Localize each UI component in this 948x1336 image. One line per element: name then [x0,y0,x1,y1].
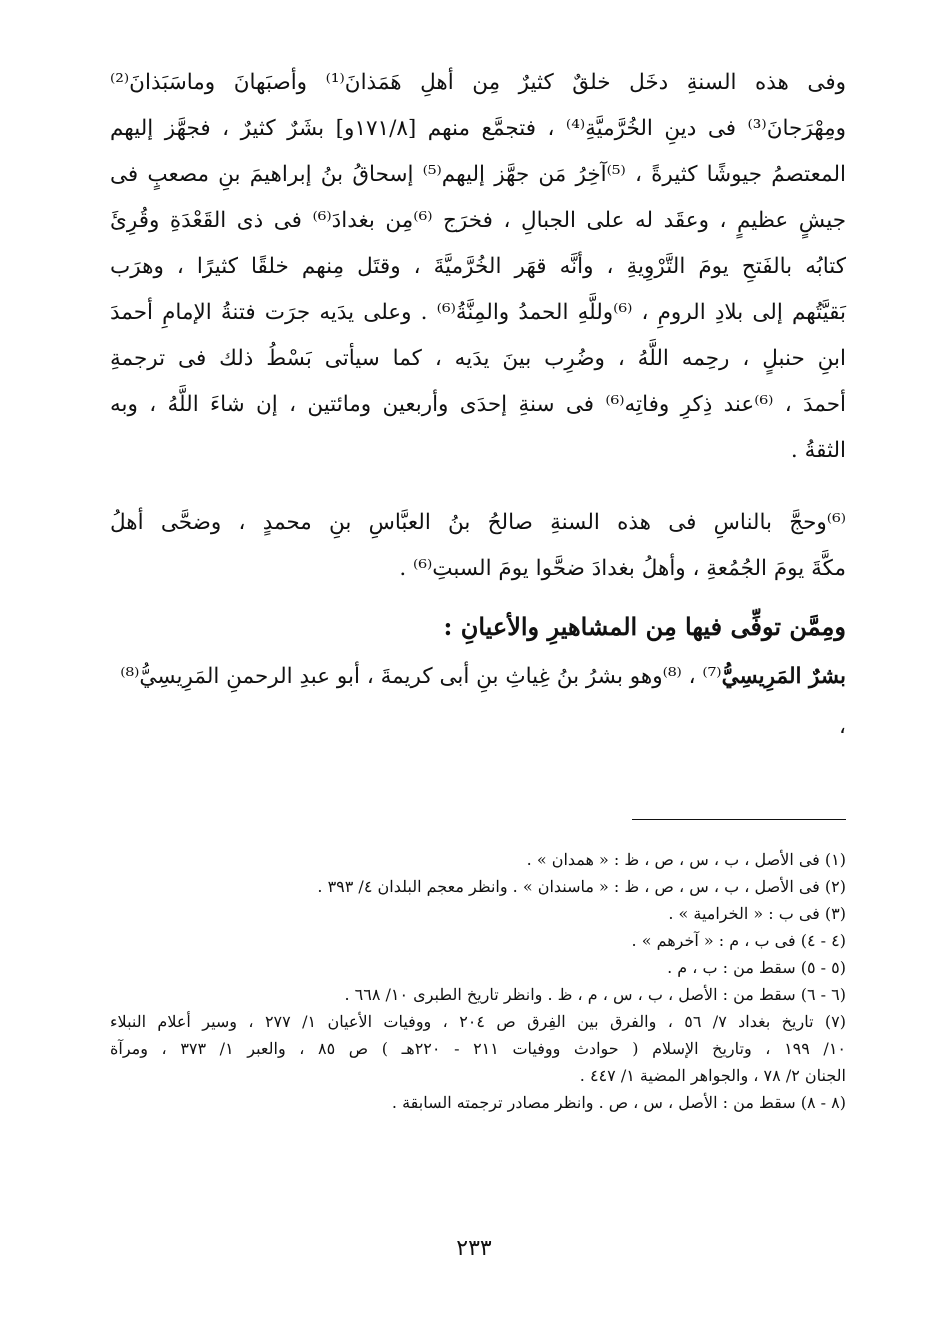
text-line: وفى هذه السنةِ دخَل خلقٌ كثيرٌ مِن أهلِ هَمَذانَ⁽¹⁾ وأصبَهانَ وماسَبَذانَ⁽²⁾ [110,70,846,95]
footnote-1: (١) فى الأصل ، ب ، س ، ص ، ظ : « همدان » . [526,850,846,869]
footnote-line: الجنان ٢/ ٧٨ ، والجواهر المضية ١/ ٤٤٧ . [579,1066,846,1085]
text-line: جيشٍ عظيمٍ ، وعقَد له على الجبالِ ، فخرَج ⁽⁶⁾مِن بغدادَ⁽⁶⁾ فى ذى القَعْدَةِ وقُرِئَ [110,208,846,233]
person-name: بشرٌ المَرِيسِيُّ [721,664,846,689]
footnotes [110,846,846,1116]
paragraph-events [110,60,846,474]
text-line: ⁽⁶⁾وحجَّ بالناسِ فى هذه السنةِ صالحُ بنُ العبَّاسِ بنِ محمدٍ ، وضحَّى أهلُ [110,510,846,535]
footnote-3: (٣) فى ب : « الخرامية » . [668,904,846,923]
text-line: ومِهْرَجانَ⁽³⁾ فى دينِ الخُرَّميَّةِ⁽⁴⁾ ، فتجمَّع منهم [١٧١/٨و] بشَرٌ كثيرٌ ، فجهَّز إليهم [110,116,847,141]
footnote-7 [110,1008,846,1089]
footnote-2: (٢) فى الأصل ، ب ، س ، ص ، ظ : « ماسندان » . وانظر معجم البلدان ٤/ ٣٩٣ . [317,877,846,896]
footnote-line: ١٠/ ١٩٩ ، وتاريخ الإسلام ( حوادث ووفيات ٢١١ - ٢٢٠هـ ) ص ٨٥ ، والعبر ١/ ٣٧٣ ، ومرآة [110,1039,847,1058]
paragraph-pilgrimage [110,500,846,592]
footnote-8: (٨ - ٨) سقط من : الأصل ، س ، ص . وانظر مصادر ترجمته السابقة . [391,1093,846,1112]
text-line: ابنِ حنبلٍ ، رحِمه اللَّهُ ، وضُرِب بينَ يدَيه ، كما سيأتى بَسْطُ ذلك فى ترجمةِ [110,346,846,371]
text-line: أحمدَ ، ⁽⁶⁾عند ذِكرِ وفاتِه⁽⁶⁾ فى سنةِ إحدَى وأربعين ومائتين ، إن شاءَ اللَّهُ ، وبه [110,392,847,417]
footnote-6: (٦ - ٦) سقط من : الأصل ، ب ، س ، م ، ظ . وانظر تاريخ الطبرى ١٠/ ٦٦٨ . [344,985,846,1004]
text-line: كتابُه بالفَتحِ يومَ التَّرْوِيةِ ، وأنَّه قهَر الخُرَّميَّةَ ، وقتَل مِنهم خلقًا كثيرًا ، وهرَب [110,254,846,279]
footnote-line: (٧) تاريخ بغداد ٧/ ٥٦ ، والفرق بين الفِرق ص ٢٠٤ ، ووفيات الأعيان ١/ ٢٧٧ ، وسير أعلام النبلاء [110,1012,846,1031]
footnote-4: (٤ - ٤) فى ب ، م : « آخرهم » . [631,931,846,950]
section-heading: ومِمَّن توفِّى فيها مِن المشاهيرِ والأعيانِ : [443,612,846,641]
text-line: بَقيَّتُهم إلى بلادِ الرومِ ، ⁽⁶⁾وللَّهِ الحمدُ والمِنَّةُ⁽⁶⁾ . وعلى يدَيه جرَت فتنةُ الإمامِ أحمدَ [110,300,847,325]
biography-entry [110,652,846,752]
text-line: مكَّةَ يومَ الجُمُعةِ ، وأهلُ بغدادَ ضحَّوا يومَ السبتِ⁽⁶⁾ . [399,556,846,581]
text-line: الثقةُ . [790,438,846,463]
biography-text: ⁽⁷⁾ ، ⁽⁸⁾وهو بشرُ بنُ غِياثِ بنِ أبى كريمةَ ، أبو عبدِ الرحمنِ المَرِيسِيُّ⁽⁸⁾ ، [120,664,846,739]
footnote-5: (٥ - ٥) سقط من : ب ، م . [667,958,846,977]
page-number: ٢٣٣ [456,1236,492,1261]
main-text [110,60,846,752]
text-line: المعتصمُ جيوشًا كثيرةً ، ⁽⁵⁾آخِرُ مَن جهَّز إليهم⁽⁵⁾ إسحاقُ بنُ إبراهيمَ بنِ مصعبٍ فى [110,162,846,187]
footnote-divider [632,819,846,820]
